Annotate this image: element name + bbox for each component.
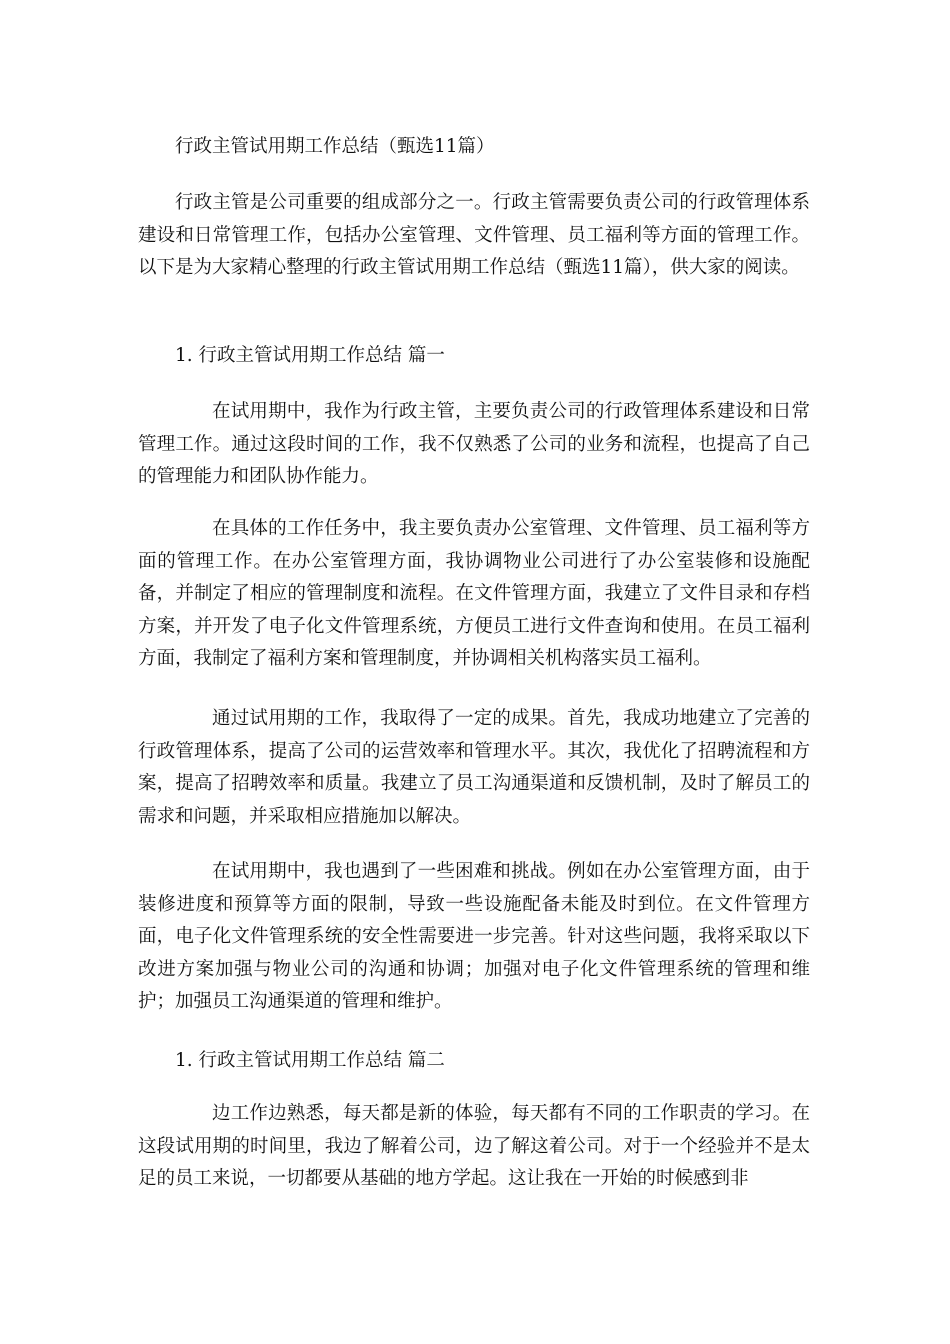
- section-heading-2: 1. 行政主管试用期工作总结 篇二: [175, 1050, 445, 1071]
- document-title: 行政主管试用期工作总结（甄选11篇）: [175, 136, 495, 157]
- section-heading-1: 1. 行政主管试用期工作总结 篇一: [175, 345, 445, 366]
- intro-paragraph: 行政主管是公司重要的组成部分之一。行政主管需要负责公司的行政管理体系建设和日常管理工作，包括办公室管理、文件管理、员工福利等方面的管理工作。以下是为大家精心整理的行政主管试用期工作总结（甄选11篇），供大家的阅读。: [138, 192, 810, 278]
- section1-paragraph-4: 在试用期中，我也遇到了一些困难和挑战。例如在办公室管理方面，由于装修进度和预算等方面的限制，导致一些设施配备未能及时到位。在文件管理方面，电子化文件管理系统的安全性需要进一步完善。针对这些问题，我将采取以下改进方案加强与物业公司的沟通和协调；加强对电子化文件管理系统的管理和维护；加强员工沟通渠道的管理和维护。: [138, 861, 810, 1012]
- section2-paragraph-1: 边工作边熟悉，每天都是新的体验，每天都有不同的工作职责的学习。在这段试用期的时间里，我边了解着公司，边了解这着公司。对于一个经验并不是太足的员工来说，一切都要从基础的地方学起。这让我在一开始的时候感到非: [138, 1103, 810, 1189]
- section1-paragraph-1: 在试用期中，我作为行政主管，主要负责公司的行政管理体系建设和日常管理工作。通过这段时间的工作，我不仅熟悉了公司的业务和流程，也提高了自己的管理能力和团队协作能力。: [138, 401, 810, 487]
- section1-paragraph-3: 通过试用期的工作，我取得了一定的成果。首先，我成功地建立了完善的行政管理体系，提高了公司的运营效率和管理水平。其次，我优化了招聘流程和方案，提高了招聘效率和质量。我建立了员工沟通渠道和反馈机制，及时了解员工的需求和问题，并采取相应措施加以解决。: [138, 708, 810, 827]
- section1-paragraph-2: 在具体的工作任务中，我主要负责办公室管理、文件管理、员工福利等方面的管理工作。在办公室管理方面，我协调物业公司进行了办公室装修和设施配备，并制定了相应的管理制度和流程。在文件管理方面，我建立了文件目录和存档方案，并开发了电子化文件管理系统，方便员工进行文件查询和使用。在员工福利方面，我制定了福利方案和管理制度，并协调相关机构落实员工福利。: [138, 518, 810, 669]
